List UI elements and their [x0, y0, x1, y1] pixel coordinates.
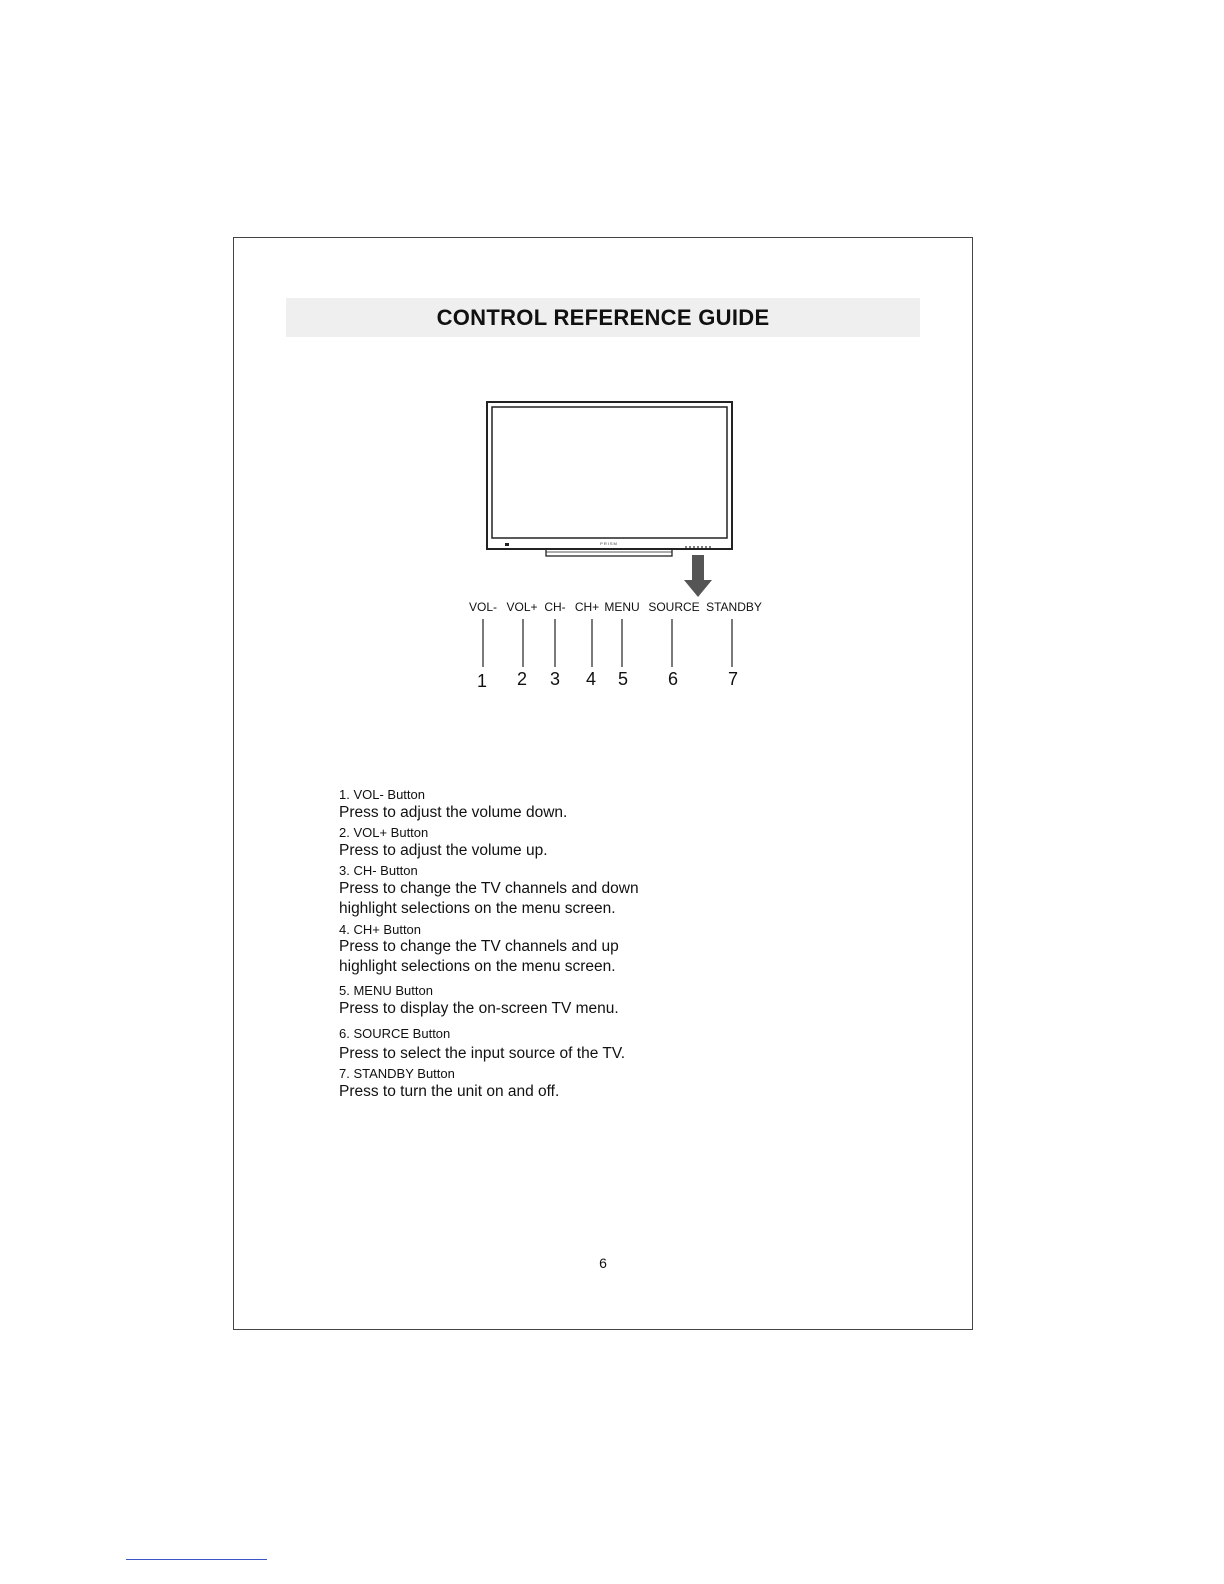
- description-text: Press to adjust the volume down.: [339, 804, 568, 821]
- label-standby: STANDBY: [706, 600, 762, 614]
- tv-illustration: [487, 402, 732, 556]
- power-indicator: [505, 543, 509, 546]
- number-5: 5: [617, 669, 629, 689]
- description-ch-plus: [339, 922, 859, 977]
- description-heading: 1. VOL- Button: [339, 787, 425, 802]
- number-3: 3: [549, 669, 561, 689]
- label-vol-minus: VOL-: [468, 600, 498, 614]
- label-source: SOURCE: [648, 600, 700, 614]
- description-heading: 2. VOL+ Button: [339, 825, 429, 840]
- number-4: 4: [585, 669, 597, 689]
- description-text: Press to turn the unit on and off.: [339, 1083, 560, 1100]
- description-text: Press to adjust the volume up.: [339, 842, 548, 859]
- number-2: 2: [516, 669, 528, 689]
- leader-lines: [483, 619, 732, 667]
- label-ch-plus: CH+: [574, 600, 600, 614]
- description-heading: 7. STANDBY Button: [339, 1066, 455, 1081]
- description-text: Press to change the TV channels and down: [339, 880, 639, 897]
- tv-diagram: [0, 0, 1224, 760]
- description-menu: [339, 982, 859, 1019]
- description-text: highlight selections on the menu screen.: [339, 900, 616, 917]
- description-source: [339, 1024, 859, 1064]
- description-text: highlight selections on the menu screen.: [339, 958, 616, 975]
- button-descriptions: [339, 786, 859, 1102]
- description-heading: 5. MENU Button: [339, 983, 433, 998]
- tv-brand-logo: PRISM: [600, 541, 618, 546]
- description-heading: 4. CH+ Button: [339, 922, 422, 937]
- number-6: 6: [667, 669, 679, 689]
- label-ch-minus: CH-: [544, 600, 566, 614]
- description-heading: 6. SOURCE Button: [339, 1026, 451, 1041]
- description-standby: [339, 1065, 859, 1102]
- description-text: Press to change the TV channels and up: [339, 938, 619, 955]
- description-ch-minus: [339, 862, 859, 919]
- description-vol-minus: [339, 786, 859, 823]
- tv-control-buttons: [685, 546, 711, 548]
- pointer-arrow: [684, 555, 712, 597]
- number-7: 7: [727, 669, 739, 689]
- page-title: CONTROL REFERENCE GUIDE: [436, 304, 770, 330]
- description-heading: 3. CH- Button: [339, 863, 418, 878]
- label-vol-plus: VOL+: [506, 600, 538, 614]
- description-text: Press to select the input source of the TV.: [339, 1045, 626, 1062]
- page-number: 6: [599, 1255, 607, 1271]
- description-vol-plus: [339, 824, 859, 861]
- label-menu: MENU: [604, 600, 640, 614]
- description-text: Press to display the on-screen TV menu.: [339, 1000, 619, 1017]
- footer-rule: [126, 1559, 267, 1560]
- number-1: 1: [476, 671, 488, 691]
